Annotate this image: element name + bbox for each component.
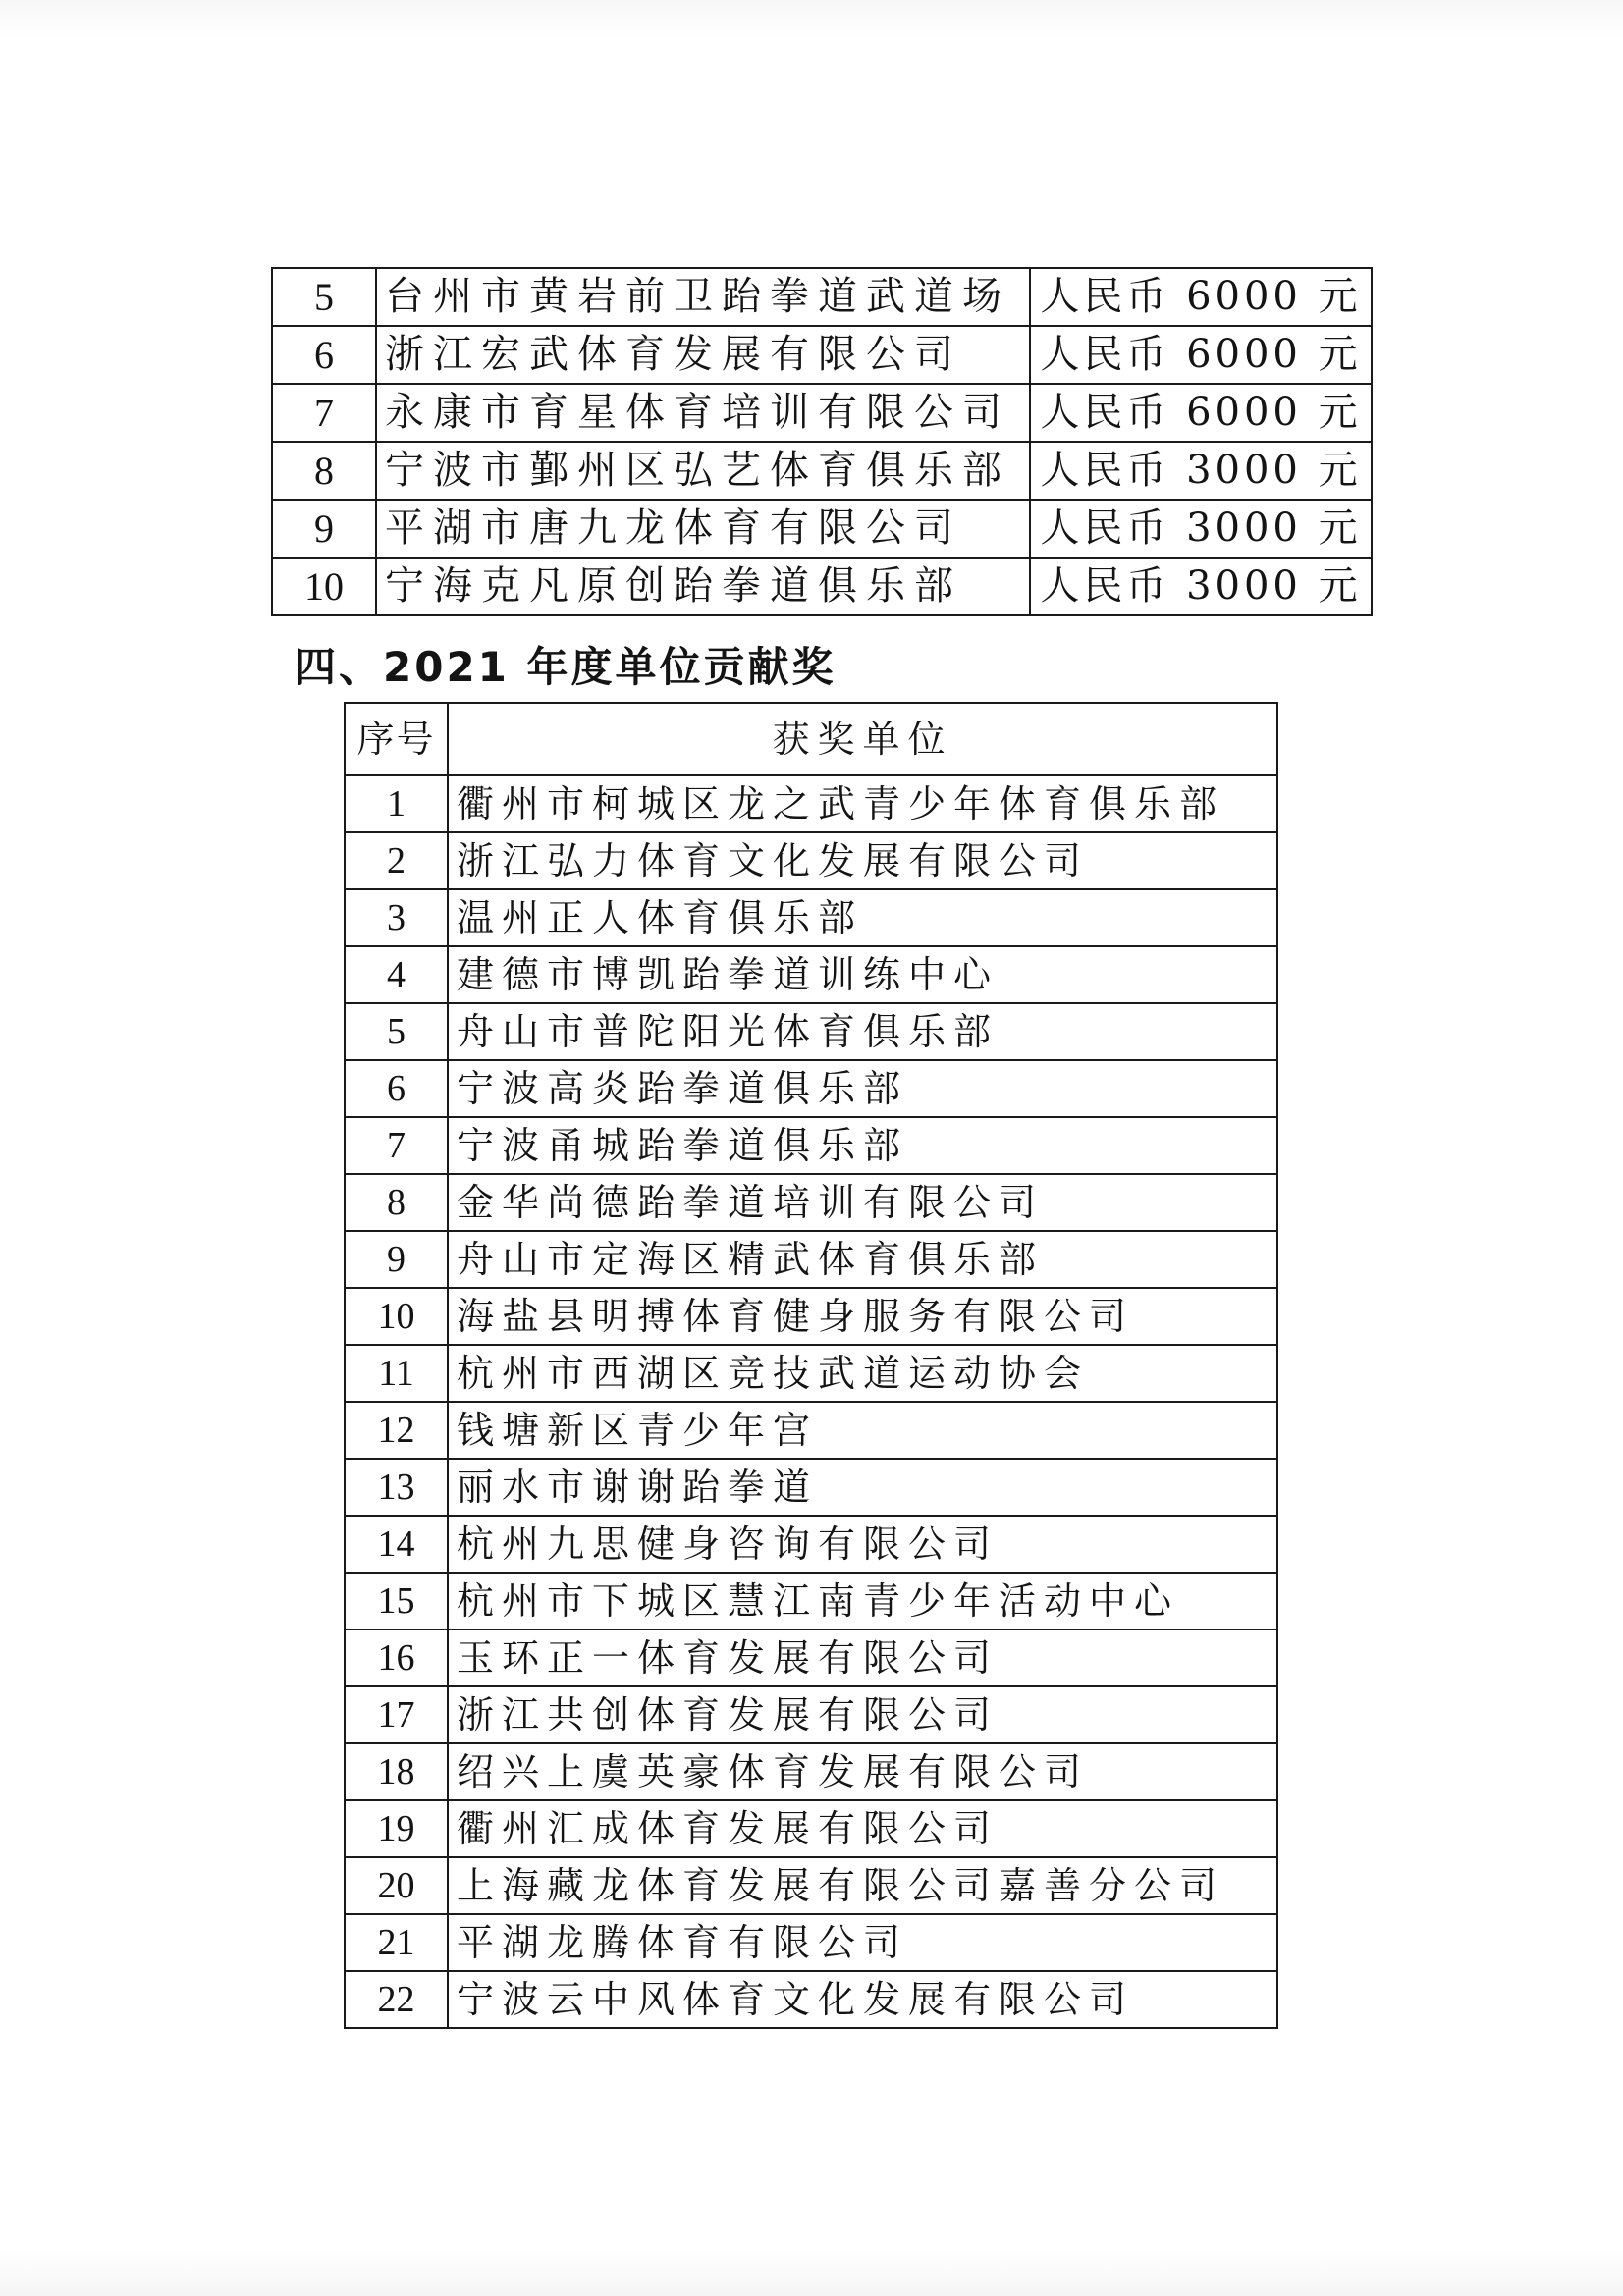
row-number: 5 — [345, 1003, 448, 1060]
table-row — [345, 1288, 1277, 1345]
prize-amount: 人民币 6000 元 — [1030, 384, 1372, 442]
row-number: 1 — [345, 775, 448, 832]
table-row — [345, 775, 1277, 832]
table-row — [345, 1174, 1277, 1231]
unit-name: 浙江弘力体育文化发展有限公司 — [448, 832, 1277, 889]
unit-name: 杭州市西湖区竞技武道运动协会 — [448, 1345, 1277, 1402]
unit-name: 海盐县明搏体育健身服务有限公司 — [448, 1288, 1277, 1345]
prize-amount: 人民币 6000 元 — [1030, 326, 1372, 384]
table-row — [345, 1060, 1277, 1117]
table-row — [272, 268, 1372, 326]
row-number: 9 — [345, 1231, 448, 1288]
unit-name: 建德市博凯跆拳道训练中心 — [448, 946, 1277, 1003]
section-heading: 四、2021 年度单位贡献奖 — [295, 643, 837, 691]
table-row — [345, 946, 1277, 1003]
table-row — [345, 889, 1277, 946]
header-serial-number: 序号 — [345, 703, 448, 775]
table-row — [345, 1231, 1277, 1288]
unit-name: 绍兴上虞英豪体育发展有限公司 — [448, 1743, 1277, 1800]
table-row — [345, 1743, 1277, 1800]
row-number: 22 — [345, 1971, 448, 2028]
table-row — [345, 1003, 1277, 1060]
unit-name: 宁波云中风体育文化发展有限公司 — [448, 1971, 1277, 2028]
prize-amount: 人民币 3000 元 — [1030, 442, 1372, 500]
table-header-row — [345, 703, 1277, 775]
row-number: 10 — [345, 1288, 448, 1345]
row-number: 8 — [345, 1174, 448, 1231]
prize-amount: 人民币 6000 元 — [1030, 268, 1372, 326]
row-number: 11 — [345, 1345, 448, 1402]
row-number: 13 — [345, 1459, 448, 1516]
unit-name: 杭州九思健身咨询有限公司 — [448, 1516, 1277, 1573]
unit-name: 温州正人体育俱乐部 — [448, 889, 1277, 946]
row-number: 4 — [345, 946, 448, 1003]
row-number: 10 — [272, 558, 376, 615]
row-number: 2 — [345, 832, 448, 889]
unit-name: 上海藏龙体育发展有限公司嘉善分公司 — [448, 1857, 1277, 1914]
table-row — [345, 1459, 1277, 1516]
unit-name: 平湖市唐九龙体育有限公司 — [376, 500, 1030, 558]
table-row — [345, 1800, 1277, 1857]
row-number: 7 — [272, 384, 376, 442]
unit-name: 丽水市谢谢跆拳道 — [448, 1459, 1277, 1516]
row-number: 17 — [345, 1686, 448, 1743]
unit-name: 宁波甬城跆拳道俱乐部 — [448, 1117, 1277, 1174]
row-number: 14 — [345, 1516, 448, 1573]
row-number: 19 — [345, 1800, 448, 1857]
unit-name: 浙江共创体育发展有限公司 — [448, 1686, 1277, 1743]
table-row — [272, 500, 1372, 558]
row-number: 21 — [345, 1914, 448, 1971]
row-number: 6 — [345, 1060, 448, 1117]
row-number: 5 — [272, 268, 376, 326]
unit-name: 舟山市普陀阳光体育俱乐部 — [448, 1003, 1277, 1060]
table-row — [272, 442, 1372, 500]
row-number: 9 — [272, 500, 376, 558]
unit-name: 舟山市定海区精武体育俱乐部 — [448, 1231, 1277, 1288]
unit-name: 浙江宏武体育发展有限公司 — [376, 326, 1030, 384]
prize-amount: 人民币 3000 元 — [1030, 558, 1372, 615]
row-number: 12 — [345, 1402, 448, 1459]
table-row — [345, 1345, 1277, 1402]
unit-name: 钱塘新区青少年宫 — [448, 1402, 1277, 1459]
row-number: 8 — [272, 442, 376, 500]
table-row — [345, 1516, 1277, 1573]
table-row — [345, 1402, 1277, 1459]
table-row — [345, 1573, 1277, 1629]
unit-name: 永康市育星体育培训有限公司 — [376, 384, 1030, 442]
row-number: 18 — [345, 1743, 448, 1800]
table-row — [272, 384, 1372, 442]
unit-name: 衢州汇成体育发展有限公司 — [448, 1800, 1277, 1857]
row-number: 7 — [345, 1117, 448, 1174]
table-row — [345, 832, 1277, 889]
table-row — [345, 1971, 1277, 2028]
unit-name: 宁波市鄞州区弘艺体育俱乐部 — [376, 442, 1030, 500]
unit-name: 平湖龙腾体育有限公司 — [448, 1914, 1277, 1971]
unit-name: 玉环正一体育发展有限公司 — [448, 1629, 1277, 1686]
table-row — [345, 1629, 1277, 1686]
header-award-unit: 获奖单位 — [448, 703, 1277, 775]
table-row — [345, 1857, 1277, 1914]
row-number: 20 — [345, 1857, 448, 1914]
unit-name: 宁波高炎跆拳道俱乐部 — [448, 1060, 1277, 1117]
table-row — [272, 326, 1372, 384]
unit-name: 杭州市下城区慧江南青少年活动中心 — [448, 1573, 1277, 1629]
prize-table-body — [272, 268, 1372, 615]
contribution-award-table — [344, 702, 1278, 2029]
unit-name: 宁海克凡原创跆拳道俱乐部 — [376, 558, 1030, 615]
unit-name: 衢州市柯城区龙之武青少年体育俱乐部 — [448, 775, 1277, 832]
table-row — [272, 558, 1372, 615]
table-row — [345, 1914, 1277, 1971]
table-row — [345, 1686, 1277, 1743]
unit-name: 金华尚德跆拳道培训有限公司 — [448, 1174, 1277, 1231]
contribution-award-table-body — [345, 703, 1277, 2028]
row-number: 16 — [345, 1629, 448, 1686]
unit-name: 台州市黄岩前卫跆拳道武道场 — [376, 268, 1030, 326]
prize-table — [271, 267, 1373, 616]
row-number: 6 — [272, 326, 376, 384]
prize-amount: 人民币 3000 元 — [1030, 500, 1372, 558]
row-number: 15 — [345, 1573, 448, 1629]
row-number: 3 — [345, 889, 448, 946]
table-row — [345, 1117, 1277, 1174]
